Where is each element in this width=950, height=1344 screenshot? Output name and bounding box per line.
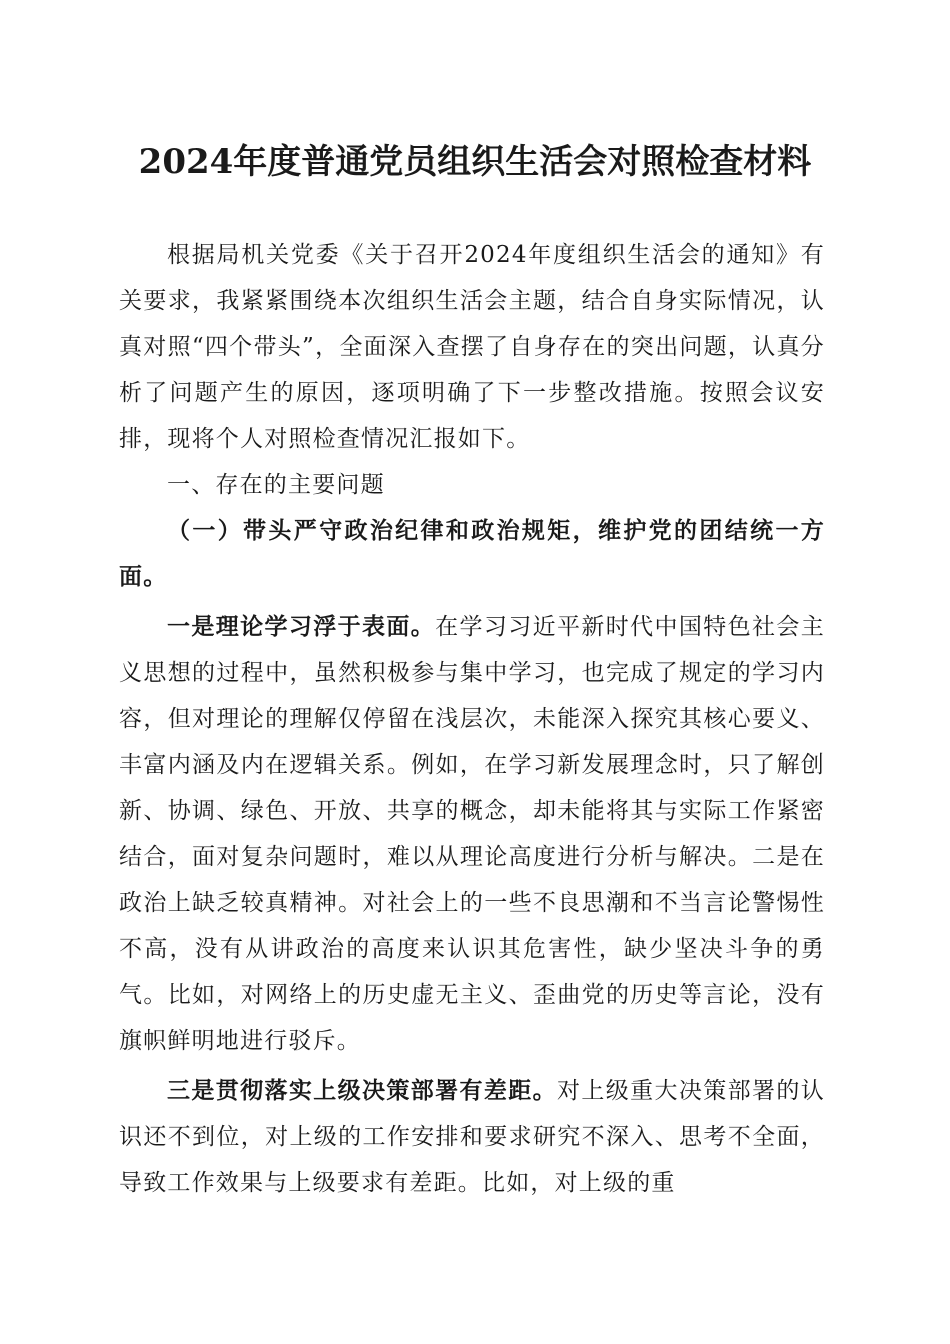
- subsection-heading-discipline: （一）带头严守政治纪律和政治规矩，维护党的团结统一方面。: [119, 517, 825, 590]
- document-body: [119, 232, 825, 1206]
- problem-1-text: 在学习习近平新时代中国特色社会主义思想的过程中，虽然积极参与集中学习，也完成了规定的学习内容，但对理论的理解仅停留在浅层次，未能深入探究其核心要义、丰富内涵及内在逻辑关系。例如，在学习新发展理念时，只了解创新、协调、绿色、开放、共享的概念，却未能将其与实际工作紧密结合，面对复杂问题时，难以从理论高度进行分析与解决。二是在政治上缺乏较真精神。对社会上的一些不良思潮和不当言论警惕性不高，没有从讲政治的高度来认识其危害性，缺少坚决斗争的勇气。比如，对网络上的历史虚无主义、歪曲党的历史等言论，没有旗帜鲜明地进行驳斥。: [119, 614, 826, 1054]
- problem-paragraph-1: [119, 604, 825, 1064]
- problem-1-lead: 一是理论学习浮于表面。: [167, 613, 436, 640]
- intro-paragraph: 根据局机关党委《关于召开2024年度组织生活会的通知》有关要求，我紧紧围绕本次组织生活会主题，结合自身实际情况，认真对照“四个带头”，全面深入查摆了自身存在的突出问题，认真分析了问题产生的原因，逐项明确了下一步整改措施。按照会议安排，现将个人对照检查情况汇报如下。: [119, 242, 825, 452]
- problem-paragraph-2: [119, 1068, 825, 1206]
- problem-2-text: 对上级重大决策部署的认识还不到位，对上级的工作安排和要求研究不深入、思考不全面，导致工作效果与上级要求有差距。比如，对上级的重: [119, 1078, 825, 1196]
- section-heading-problems: 一、存在的主要问题: [167, 472, 385, 498]
- problem-2-lead: 三是贯彻落实上级决策部署有差距。: [167, 1077, 558, 1104]
- document-title: 2024年度普通党员组织生活会对照检查材料: [138, 142, 812, 182]
